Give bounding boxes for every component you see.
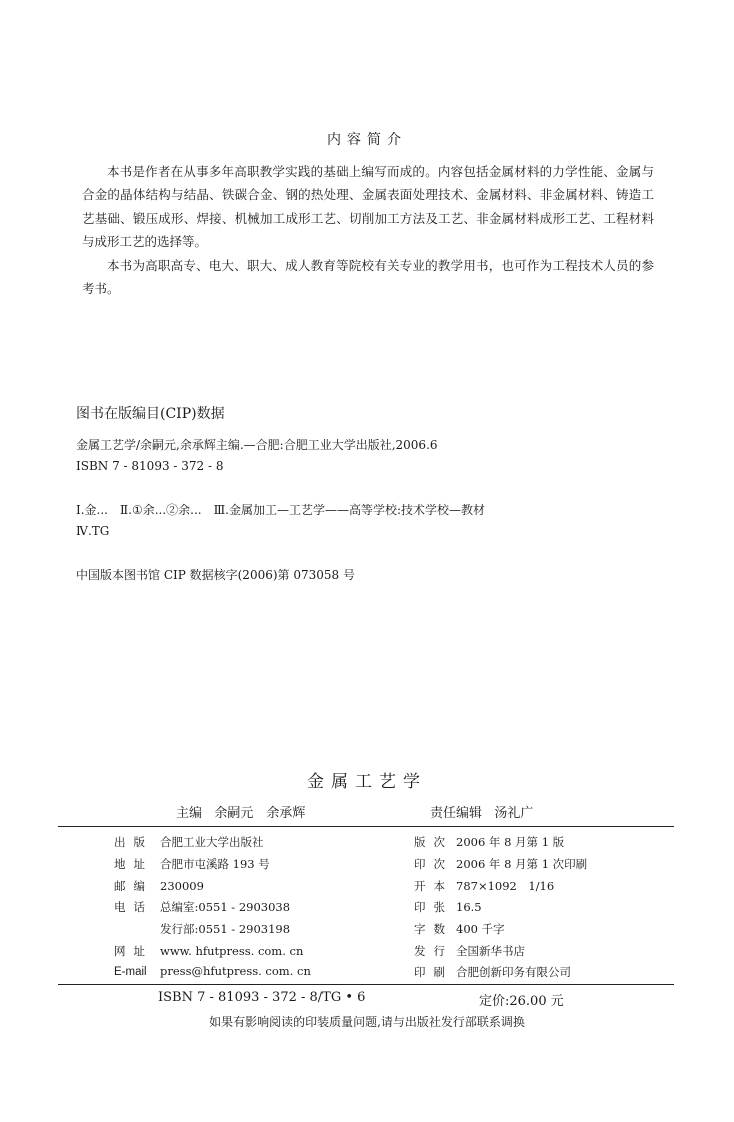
pub-label: E-mail bbox=[114, 966, 147, 978]
cip-classification: Ⅳ.TG bbox=[76, 524, 110, 538]
book-title: 金属工艺学 bbox=[307, 772, 427, 792]
pub-label: 印张 bbox=[414, 900, 453, 914]
bottom-rule bbox=[58, 984, 674, 985]
pub-value: 发行部:0551 - 2903198 bbox=[160, 922, 291, 936]
pub-value: www. hfutpress. com. cn bbox=[160, 944, 304, 958]
pub-row-phone bbox=[114, 899, 290, 915]
cip-subject-line: Ⅰ.金... Ⅱ.①余...②余... Ⅲ.金属加工—工艺学——高等学校:技术学校—教材 bbox=[76, 503, 486, 517]
pub-label: 版次 bbox=[414, 835, 453, 849]
pub-value: 合肥工业大学出版社 bbox=[160, 835, 264, 849]
pub-row-email bbox=[114, 964, 311, 978]
pub-label: 出版 bbox=[114, 835, 153, 849]
cip-heading: 图书在版编目(CIP)数据 bbox=[76, 406, 225, 422]
pub-value: 230009 bbox=[160, 879, 204, 893]
pub-row-distributor bbox=[414, 943, 525, 959]
cip-record-number: 中国版本图书馆 CIP 数据核字(2006)第 073058 号 bbox=[76, 568, 355, 582]
responsible-editor bbox=[430, 802, 533, 821]
pub-value: 2006 年 8 月第 1 版 bbox=[456, 835, 565, 849]
pub-value: 全国新华书店 bbox=[456, 944, 525, 958]
pub-row-edition bbox=[414, 834, 564, 850]
pub-label: 字数 bbox=[414, 922, 453, 936]
intro-title: 内容简介 bbox=[327, 132, 407, 148]
intro-paragraph-1: 本书是作者在从事多年高职教学实践的基础上编写而成的。内容包括金属材料的力学性能、金属与合金的晶体结构与结晶、铁碳合金、钢的热处理、金属表面处理技术、金属材料、非金属材料、铸造工艺基础、锻压成形、焊接、机械加工成形工艺、切削加工方法及工艺、非金属材料成形工艺、工程材料与成形工艺的选择等。 bbox=[82, 164, 654, 250]
pub-row-printer bbox=[414, 964, 571, 980]
pub-label: 网址 bbox=[114, 944, 153, 958]
pub-row-website bbox=[114, 943, 303, 959]
pub-label: 发行 bbox=[414, 944, 453, 958]
cip-isbn: ISBN 7 - 81093 - 372 - 8 bbox=[76, 459, 224, 473]
chief-editor-label: 主编 bbox=[176, 806, 203, 821]
pub-row-address bbox=[114, 856, 270, 872]
price: 定价:26.00 元 bbox=[479, 994, 564, 1009]
pub-label: 电话 bbox=[114, 900, 153, 914]
chief-editors bbox=[176, 802, 305, 821]
pub-value: 400 千字 bbox=[456, 922, 505, 936]
pub-value: 16.5 bbox=[456, 900, 482, 914]
pub-label: 印次 bbox=[414, 857, 453, 871]
pub-row-word-count bbox=[414, 921, 505, 937]
pub-value: 合肥市屯溪路 193 号 bbox=[160, 857, 270, 871]
quality-notice: 如果有影响阅读的印装质量问题,请与出版社发行部联系调换 bbox=[209, 1015, 525, 1029]
intro-paragraph-2: 本书为高职高专、电大、职大、成人教育等院校有关专业的教学用书，也可作为工程技术人员的参考书。 bbox=[82, 257, 654, 297]
pub-label: 邮编 bbox=[114, 879, 153, 893]
pub-value: 2006 年 8 月第 1 次印刷 bbox=[456, 857, 588, 871]
isbn-full: ISBN 7 - 81093 - 372 - 8/TG • 6 bbox=[158, 990, 366, 1005]
cip-bibliographic-line: 金属工艺学/余嗣元,余承辉主编.—合肥:合肥工业大学出版社,2006.6 bbox=[76, 438, 438, 452]
resp-editor-name: 汤礼广 bbox=[494, 806, 534, 821]
pub-label: 开本 bbox=[414, 879, 453, 893]
pub-row-postcode bbox=[114, 878, 204, 894]
pub-label: 地址 bbox=[114, 857, 153, 871]
pub-value: 总编室:0551 - 2903038 bbox=[160, 900, 291, 914]
top-rule bbox=[58, 826, 674, 827]
pub-value: 787×1092 1/16 bbox=[456, 879, 555, 893]
chief-editor-names: 余嗣元 余承辉 bbox=[214, 806, 306, 821]
pub-row-phone-distribution bbox=[114, 921, 290, 937]
pub-row-sheets bbox=[414, 899, 482, 915]
resp-editor-label: 责任编辑 bbox=[430, 806, 483, 821]
pub-row-publisher bbox=[114, 834, 264, 850]
intro-body bbox=[82, 160, 654, 300]
pub-row-printing bbox=[414, 856, 587, 872]
pub-row-format bbox=[414, 878, 554, 894]
pub-value: 合肥创新印务有限公司 bbox=[456, 965, 571, 979]
pub-value: press@hfutpress. com. cn bbox=[160, 964, 311, 978]
pub-label: 印刷 bbox=[414, 965, 453, 979]
